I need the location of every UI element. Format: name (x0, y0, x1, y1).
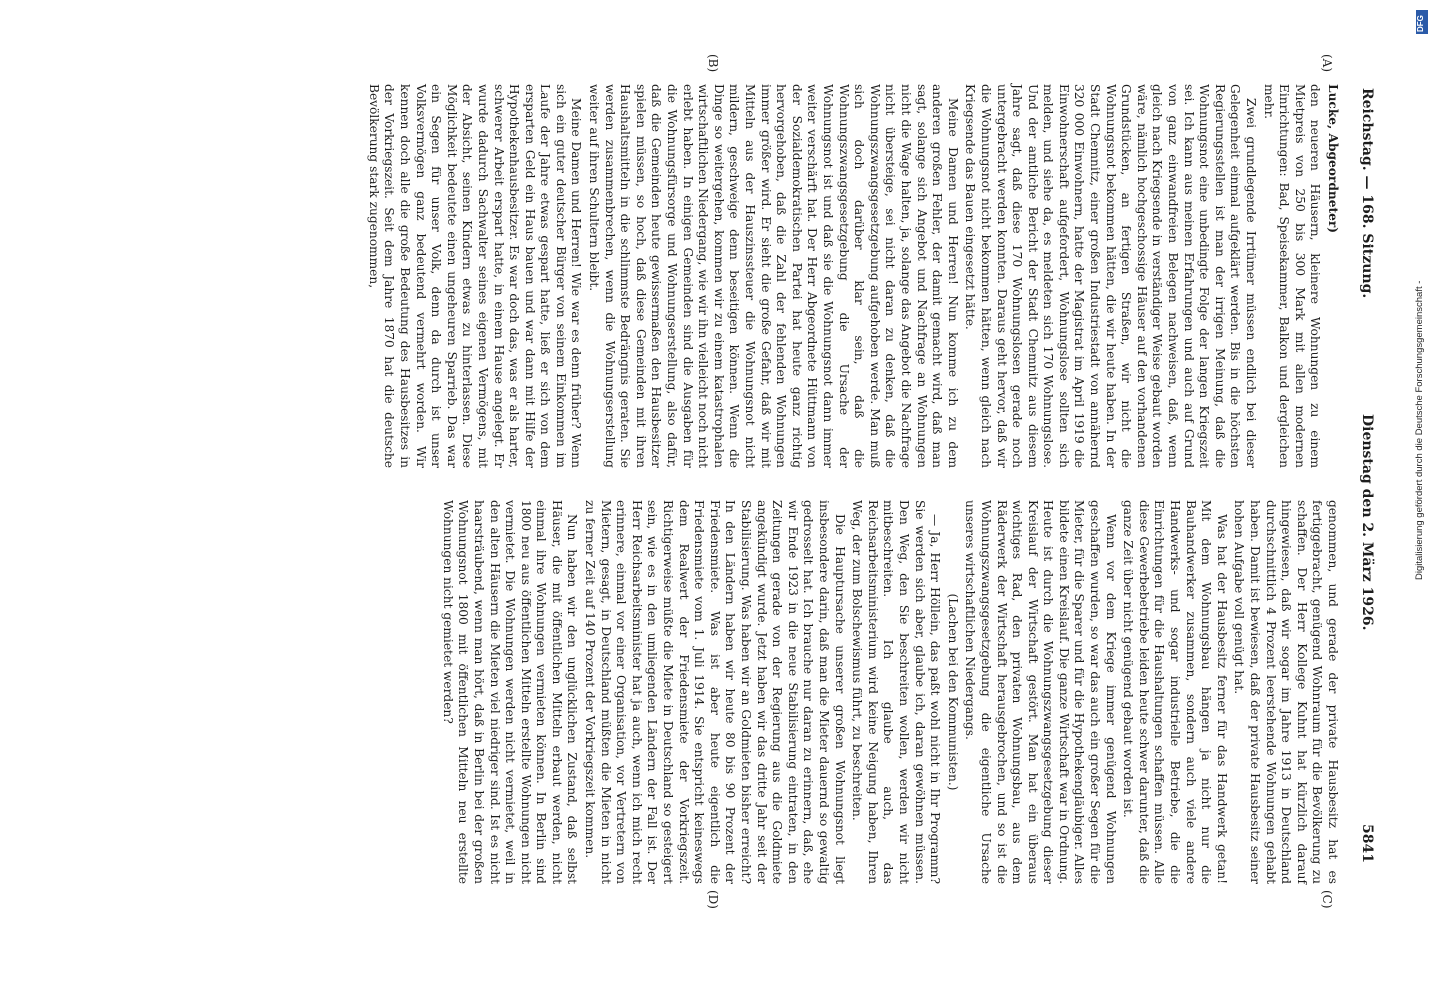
paragraph: Wenn vor dem Kriege immer genügend Wohnungen geschaffen wurden, so war das auch ein großer Segen für die Mieter, für die Sparer und für die Hypothekengläubiger. Alles bildete einen Kreislauf. Die ganze Wirtschaft war in Ordnung. Heute ist durch die Wohnungszwangsgesetzgebung dieser Kreislauf der Wirtschaft gestört. Man hat ein überaus wichtiges Rad, den privaten Wohnungsbau, aus dem Räderwerk der Wirtschaft herausgebrochen, und so ist die Wohnungszwangsgesetzgebung die eigentliche Ursache unseres wirtschaftlichen Niedergangs. (963, 500, 1118, 884)
running-header (1352, 84, 1374, 884)
margin-marker-a: (A) (1320, 54, 1334, 73)
margin-marker-b: (B) (706, 54, 720, 73)
margin-marker-d: (D) (706, 890, 720, 909)
dfg-logo-text: DFG (1416, 15, 1425, 32)
header-left: Reichstag. — 168. Sitzung. (1359, 88, 1375, 299)
speaker-line (1324, 84, 1340, 468)
page-number: 5841 (1359, 824, 1375, 863)
speaker-name: Lucke, Abgeordneter) (1326, 84, 1340, 234)
left-column (363, 84, 1340, 468)
paragraph: genommen, und gerade der private Hausbesitz hat es fertiggebracht, genügend Wohnraum für die Bevölkerung zu schaffen. Der Herr Kollege Kuhnt hat kürzlich darauf hingewiesen, daß wir sogar im Jahre 1913 in Deutschland durchschnittlich 4 Prozent leerstehende Wohnungen gehabt haben. Damit ist bewiesen, daß der private Hausbesitz seiner hohen Aufgabe voll genügt hat. (1232, 500, 1340, 884)
paragraph: Meine Damen und Herren! Nun komme ich zu dem anderen großen Fehler, der damit gemacht wird, daß man sagt, solange sich Angebot und Nachfrage an Wohnungen nicht die Wage halten, ja, solange das Angebot die Nachfrage nicht übersteige, sei nicht daran zu denken, daß die Wohnungszwangsgesetzgebung aufgehoben werde. Man muß sich doch darüber klar sein, daß die Wohnungszwangsgesetzgebung die Ursache der Wohnungsnot ist und daß sie die Wohnungsnot dann immer weiter verschärft hat. Der Herr Abgeordnete Hüttmann von der Sozialdemokratischen Partei hat heute ganz richtig hervorgehoben, daß die Zahl der fehlenden Wohnungen immer größer wird. Er sieht die große Gefahr, daß wir mit Mitteln aus der Hauszinssteuer die Wohnungsnot nicht mildern, geschweige denn beseitigen können. Wenn die Dinge so weitergehen, kommen wir zu einem katastrophalen wirtschaftlichen Niedergang, wie wir ihn vielleicht noch nicht erlebt haben. In einigen Gemeinden sind die Ausgaben für die Wohnungsfürsorge und Wohnungserstellung, also dafür, daß die Gemeinden heute gewissermaßen den Hausbesitzer spielen müssen, so hoch, daß diese Gemeinden mit ihren Haushaltsmitteln in die schlimmste Bedrängnis geraten. Sie werden zusammenbrechen, wenn die Wohnungserstellung weiter auf ihren Schultern bleibt. (587, 84, 960, 468)
paragraph: Zwei grundlegende Irrtümer müssen endlich bei dieser Gelegenheit einmal aufgeklärt werden. Bis in die höchsten Regierungsstellen ist man der irrigen Meinung, daß die Wohnungsnot eine unbedingte Folge der langen Kriegszeit sei. Ich kann aus meinen Erfahrungen und auch auf Grund von ganz einwandfreien Belegen nachweisen, daß, wenn gleich nach Kriegsende in verständiger Weise gebaut worden wäre, nämlich hochgeschossige Häuser auf den vorhandenen Grundstücken, an fertigen Straßen, wir nicht die Wohnungsnot bekommen hätten, die wir heute haben. In der Stadt Chemnitz, einer großen Industriestadt von annähernd 320 000 Einwohnern, hatte der Magistrat im April 1919 die Einwohnerschaft aufgefordert, Wohnungslose sollten sich melden, und siehe da, es meldeten sich 170 Wohnungslose. Und der amtliche Bericht der Stadt Chemnitz aus diesem Jahre sagt, daß diese 170 Wohnungslosen gerade noch untergebracht werden konnten. Daraus geht hervor, daß wir die Wohnungsnot nicht bekommen hätten, wenn gleich nach Kriegsende das Bauen eingesetzt hätte. (963, 84, 1259, 468)
header-date: Dienstag den 2. März 1926. (1359, 414, 1375, 631)
interjection: (Lachen bei den Kommunisten.) (945, 593, 960, 791)
paragraph: Nun haben wir den unglücklichen Zustand, daß selbst Häuser, die mit öffentlichen Mitteln erbaut werden, nicht einmal ihre Wohnungen vermieten können. In Berlin sind 1800 neu aus öffentlichen Mitteln erstellte Wohnungen nicht vermietet. Die Wohnungen werden nicht vermietet, weil in den alten Häusern die Mieten viel niedriger sind. Ist es nicht haarsträubend, wenn man hört, daß in Berlin bei der großen Wohnungsnot 1800 mit öffentlichen Mitteln neu erstellte Wohnungen nicht gemietet werden? (440, 500, 580, 884)
paragraph: Die Hauptursache unserer großen Wohnungsnot liegt insbesondere darin, daß man die Mieter dauernd so gewaltig gedrosselt hat. Ich brauche nur daran zu erinnern, daß, ehe wir Ende 1923 in die neue Stabilisierung eintraten, in den Zeitungen gerade von der Regierung aus die Goldmiete angekündigt wurde. Jetzt haben wir das dritte Jahr seit der Stabilisierung. Was haben wir an Goldmieten bisher erreicht? In den Ländern haben wir heute 80 bis 90 Prozent der Friedensmiete. Was ist aber heute eigentlich die Friedensmiete vom 1. Juli 1914. Sie entspricht keineswegs dem Realwert der Friedensmiete der Vorkriegszeit. Richtigerweise müßte die Miete in Deutschland so gesteigert sein, wie es in den umliegenden Ländern der Fall ist. Der Herr Reichsarbeitsminister hat ja auch, wenn ich mich recht erinnere, einmal vor einer Organisation, vor Vertretern von Mietern, gesagt, in Deutschland müßten die Mieten in nicht zu ferner Zeit auf 140 Prozent der Vorkriegszeit kommen. (583, 500, 847, 884)
paragraph: den neueren Häusern, kleinere Wohnungen zu einem Mietpreis von 250 bis 300 Mark mit allen modernen Einrichtungen: Bad, Speisekammer, Balkon und dergleichen mehr. (1261, 84, 1323, 468)
right-column (437, 500, 1340, 884)
digitization-note-text: Digitalisierung gefördert durch die Deutsche Forschungsgemeinschaft - (1414, 280, 1425, 580)
paragraph: Meine Damen und Herren! Wie war es denn früher? Wenn sich ein guter deutscher Bürger von seinem Einkommen im Laufe der Jahre etwas gespart hatte, ließ er sich von dem ersparten Geld ein Haus bauen und war dann mit Hilfe der Hypothekenhausbesitzer. Es war doch das, was er als harter, schwerer Arbeit erspart hatte, in einem Hause angelegt. Er wurde dadurch Sachwalter seines eigenen Vermögens, mit der Absicht, seinen Kindern etwas zu hinterlassen. Diese Möglichkeit bedeutete einen ungeheuren Sparrieb. Das war ein Segen für unser Volk, denn da durch ist unser Volksvermögen ganz bedeutend vermehrt worden. Wir kennen doch alle die große Bedeutung des Hausbesitzes in der Vorkriegszeit. Seit dem Jahre 1870 hat die deutsche Bevölkerung stark zugenommen, (366, 84, 584, 468)
digitization-note (1414, 20, 1428, 580)
margin-marker-c: (C) (1320, 890, 1334, 909)
page-body (80, 54, 1375, 909)
paragraph: — Ja, Herr Höllein, das paßt wohl nicht in Ihr Programm? Sie werden sich aber, glaube ich, daran gewöhnen müssen. Den Weg, den Sie beschreiten wollen, werden wir nicht mitbeschreiten. Ich glaube auch, das Reichsarbeitsministerium wird keine Neigung haben, Ihren Weg, der zum Bolschewismus führt, zu beschreiten. (850, 500, 943, 884)
paragraph: Was hat der Hausbesitz ferner für das Handwerk getan! Mit dem Wohnungsbau hängen ja nicht nur die Bauhandwerker zusammen, sondern auch viele andere Handwerks- und sogar industrielle Betriebe, die die Einrichtungen für die Haushaltungen schaffen müssen. Alle diese Gewerbebetriebe leiden heute schwer darunter, daß die ganze Zeit über nicht genügend gebaut worden ist. (1121, 500, 1229, 884)
